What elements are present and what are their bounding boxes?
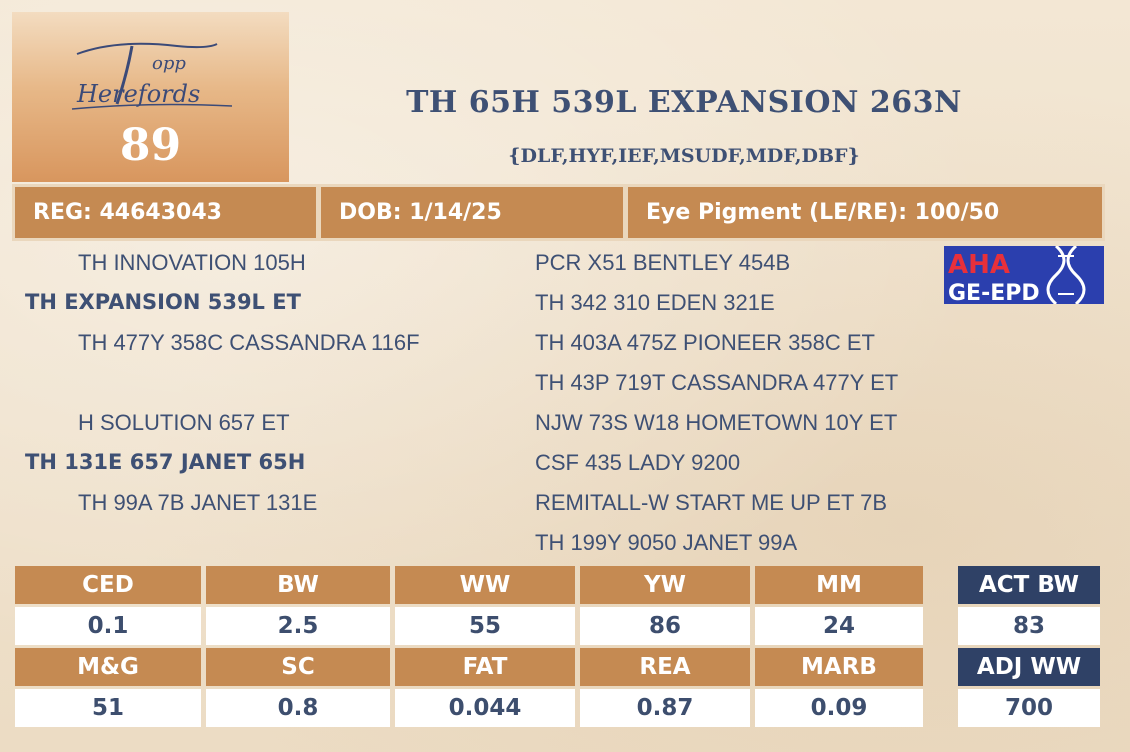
epd-value-marb: 0.09: [755, 689, 923, 727]
ranch-logo-box: [12, 12, 289, 182]
pedigree-dam: TH 131E 657 JANET 65H: [25, 450, 306, 474]
pedigree-great-grandparent-5: NJW 73S W18 HOMETOWN 10Y ET: [535, 410, 898, 435]
epd-value-rea: 0.87: [580, 689, 750, 727]
epd-header-ced: CED: [15, 566, 201, 604]
epd-value-ww: 55: [395, 607, 575, 645]
aha-text: AHA: [948, 250, 1011, 280]
topp-herefords-logo: [57, 34, 247, 124]
pedigree-great-grandparent-8: TH 199Y 9050 JANET 99A: [535, 530, 798, 555]
adj-ww-value: 700: [958, 689, 1100, 727]
pedigree-great-grandparent-6: CSF 435 LADY 9200: [535, 450, 741, 475]
epd-value-ced: 0.1: [15, 607, 201, 645]
pedigree-dam-sire: H SOLUTION 657 ET: [78, 410, 290, 435]
pedigree-great-grandparent-3: TH 403A 475Z PIONEER 358C ET: [535, 330, 875, 355]
pedigree-dam-dam: TH 99A 7B JANET 131E: [78, 490, 318, 515]
epd-header-mg: M&G: [15, 648, 201, 686]
epd-header-marb: MARB: [755, 648, 923, 686]
pedigree-sire: TH EXPANSION 539L ET: [25, 290, 301, 314]
ge-epd-text: GE-EPD: [948, 281, 1040, 304]
date-of-birth: DOB: 1/14/25: [318, 184, 626, 241]
act-bw-label: ACT BW: [958, 566, 1100, 604]
epd-header-bw: BW: [206, 566, 390, 604]
epd-header-yw: YW: [580, 566, 750, 604]
epd-header-ww: WW: [395, 566, 575, 604]
registration-number: REG: 44643043: [12, 184, 319, 241]
adj-ww-label: ADJ WW: [958, 648, 1100, 686]
lot-number: 89: [119, 120, 182, 171]
epd-table: [10, 563, 928, 730]
epd-value-sc: 0.8: [206, 689, 390, 727]
pedigree-great-grandparent-1: PCR X51 BENTLEY 454B: [535, 250, 791, 275]
svg-text:Herefords: Herefords: [77, 80, 201, 108]
epd-header-rea: REA: [580, 648, 750, 686]
pedigree-sire-sire: TH INNOVATION 105H: [78, 250, 306, 275]
pedigree-great-grandparent-4: TH 43P 719T CASSANDRA 477Y ET: [535, 370, 899, 395]
epd-value-bw: 2.5: [206, 607, 390, 645]
epd-value-mm: 24: [755, 607, 923, 645]
aha-ge-epd-logo: [944, 246, 1104, 304]
epd-header-mm: MM: [755, 566, 923, 604]
genetic-status-codes: {DLF,HYF,IEF,MSUDF,MDF,DBF}: [508, 145, 860, 167]
epd-value-yw: 86: [580, 607, 750, 645]
act-bw-value: 83: [958, 607, 1100, 645]
svg-text:opp: opp: [152, 53, 186, 74]
pedigree-great-grandparent-7: REMITALL-W START ME UP ET 7B: [535, 490, 888, 515]
eye-pigment: Eye Pigment (LE/RE): 100/50: [625, 184, 1105, 241]
actual-weights-table: [953, 563, 1105, 730]
epd-value-fat: 0.044: [395, 689, 575, 727]
pedigree-great-grandparent-2: TH 342 310 EDEN 321E: [535, 290, 775, 315]
pedigree-sire-dam: TH 477Y 358C CASSANDRA 116F: [78, 330, 420, 355]
epd-header-fat: FAT: [395, 648, 575, 686]
epd-header-sc: SC: [206, 648, 390, 686]
animal-name-title: TH 65H 539L EXPANSION 263N: [406, 85, 962, 120]
epd-value-mg: 51: [15, 689, 201, 727]
